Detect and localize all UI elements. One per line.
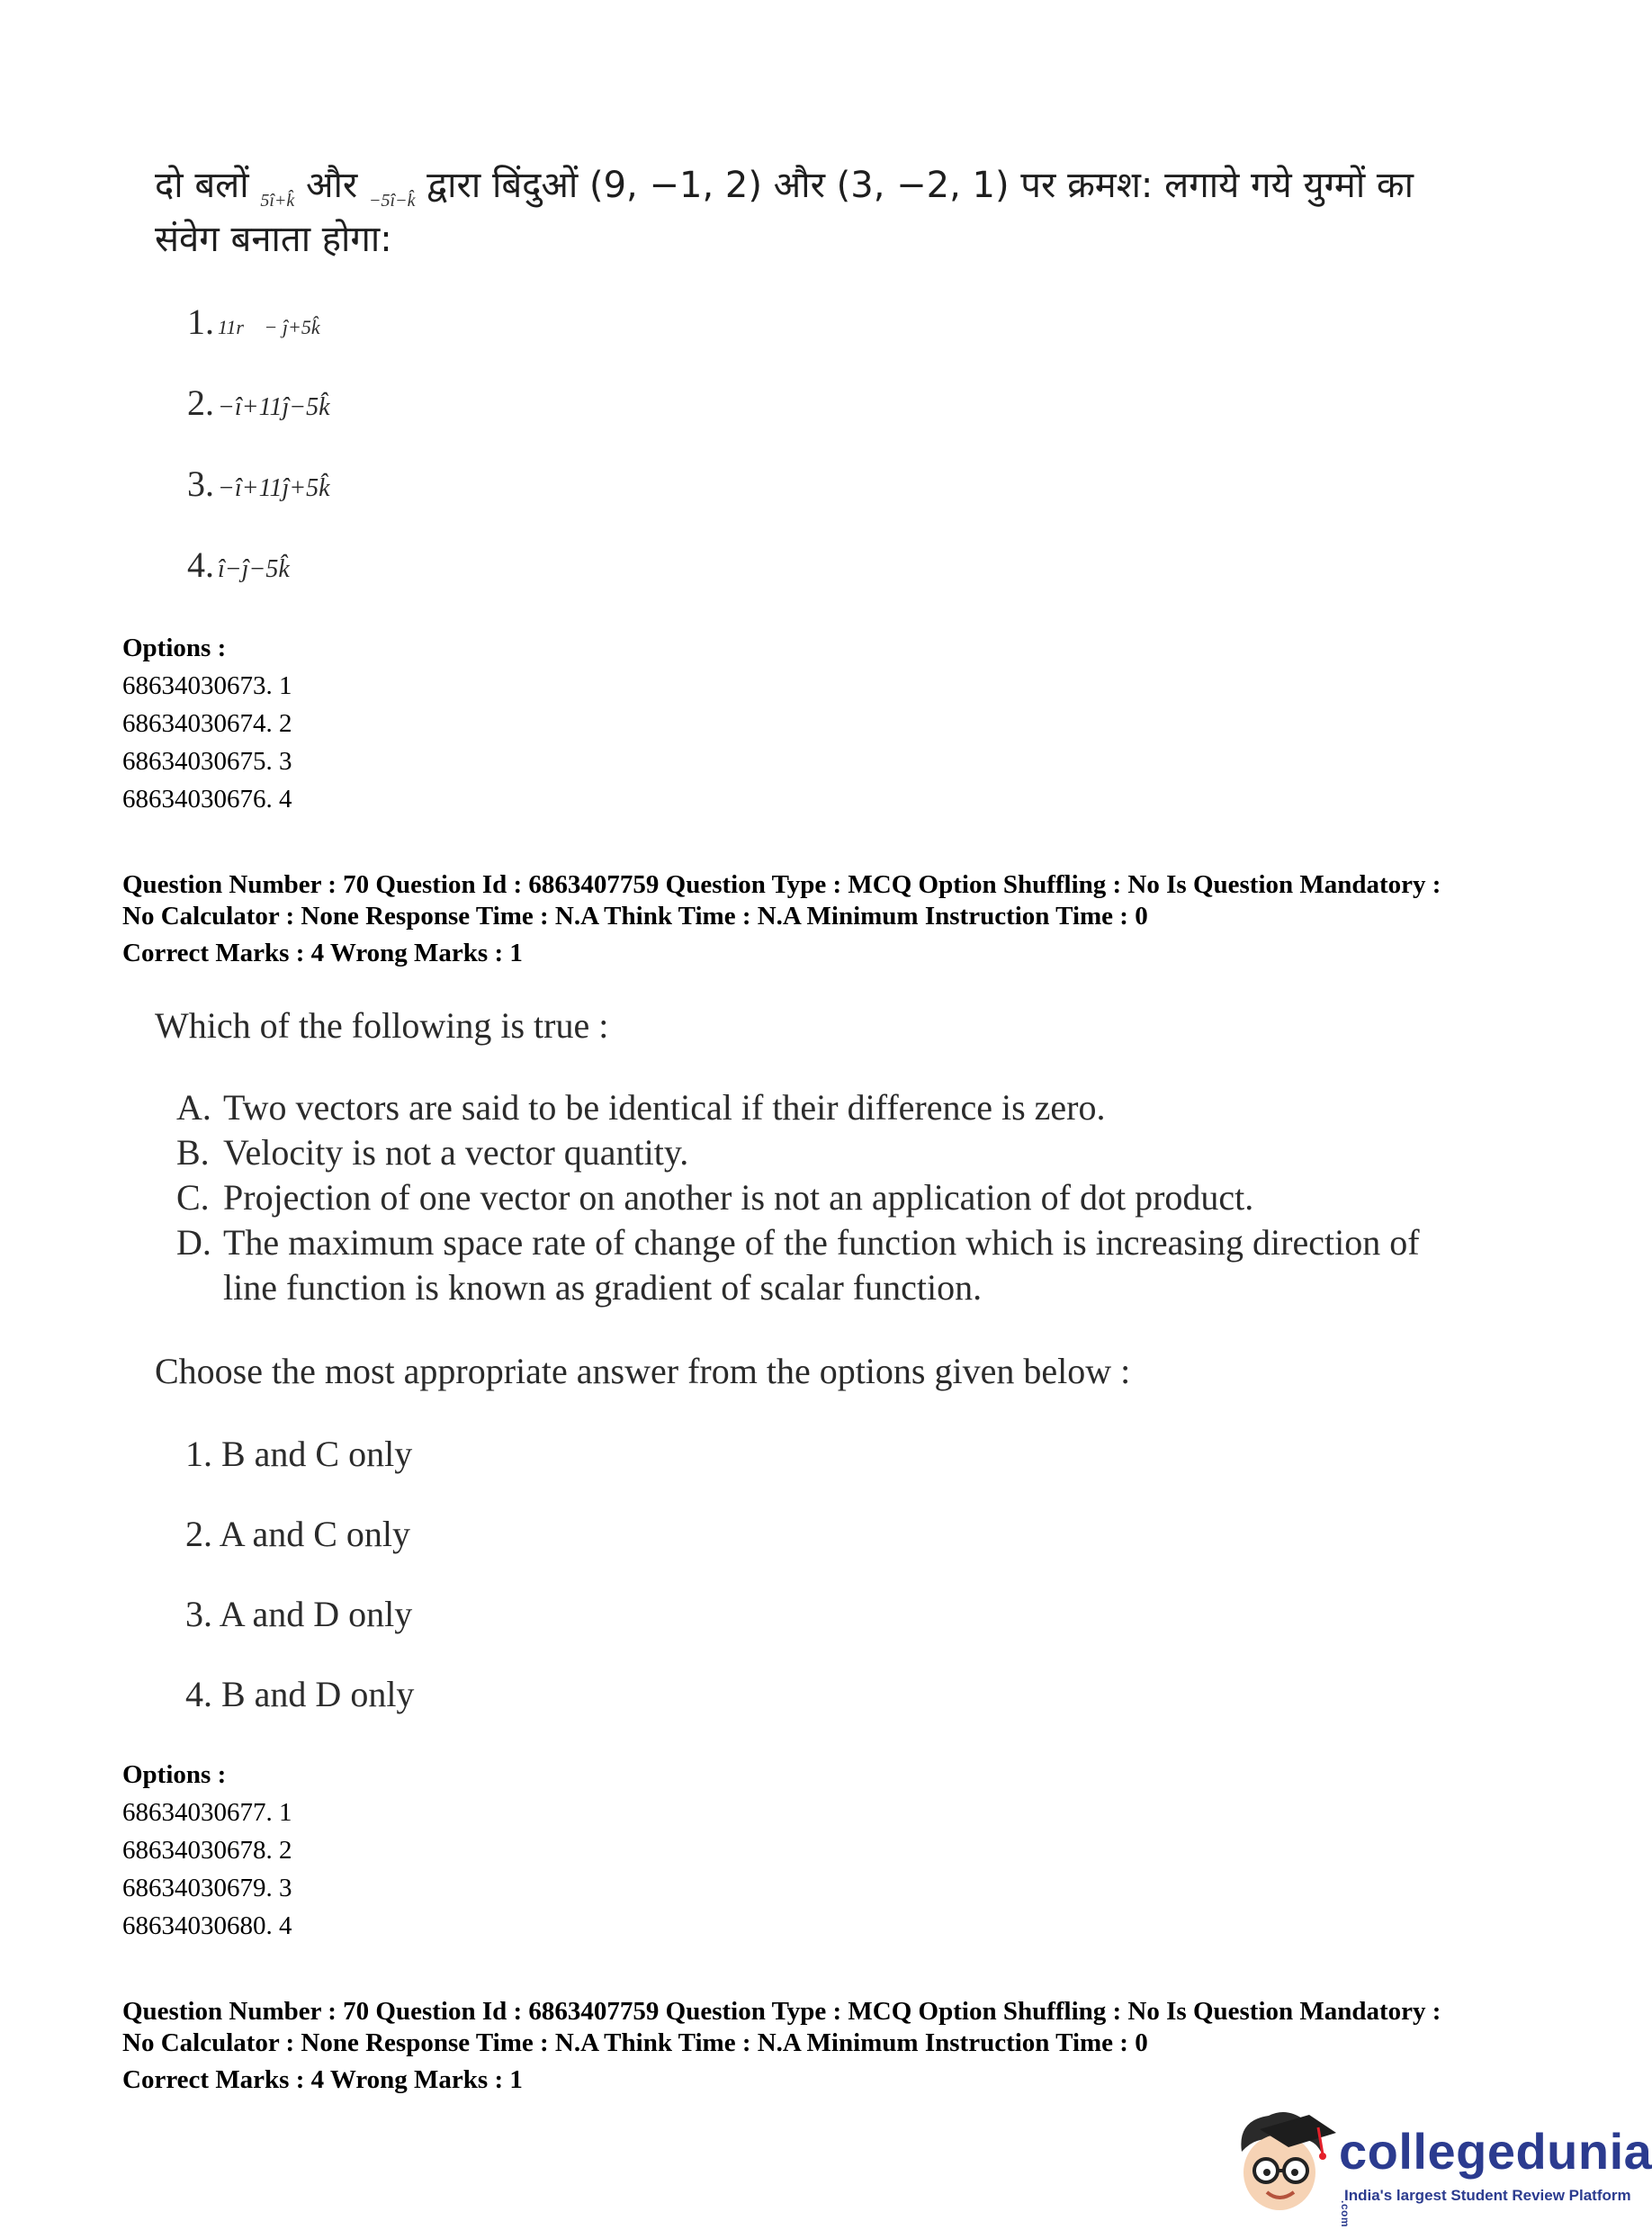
q1-option-2 <box>187 382 330 424</box>
q1-option-expr: 11r⃗ − ĵ+5k̂ <box>218 316 320 338</box>
statement-label: B. <box>176 1132 210 1173</box>
statement-label: D. <box>176 1222 211 1263</box>
q2-choice-3: 3. A and D only <box>185 1594 413 1634</box>
brand-suffix: .com <box>1339 2200 1351 2228</box>
statement-text: The maximum space rate of change of the function which is increasing direction of <box>223 1222 1420 1263</box>
q1-option-num: 3. <box>187 463 214 504</box>
q2-statement-d-cont <box>176 1265 1544 1310</box>
statement-text: Projection of one vector on another is not an application of dot product. <box>223 1177 1254 1218</box>
collegedunia-logo <box>1224 2102 1652 2228</box>
q1-option-expr: −î+11ĵ−5k̂ <box>218 393 330 421</box>
meta2-line2: No Calculator : None Response Time : N.A Think Time : N.A Minimum Instruction Time : 0 <box>122 2028 1148 2057</box>
mascot-icon <box>1224 2102 1341 2219</box>
statement-label: A. <box>176 1087 211 1128</box>
q1-option-num: 1. <box>187 301 214 342</box>
statement-text: line function is known as gradient of scalar function. <box>223 1267 983 1308</box>
q2-statement-c <box>176 1175 1544 1220</box>
question1-line1 <box>155 158 1414 211</box>
q2-option-id-1: 68634030677. 1 <box>122 1798 292 1827</box>
q2-option-id-3: 68634030679. 3 <box>122 1874 292 1902</box>
q2-prompt: Which of the following is true : <box>155 1005 609 1046</box>
q2-statement-a <box>176 1085 1544 1130</box>
q2-choose: Choose the most appropriate answer from the options given below : <box>155 1351 1131 1391</box>
statement-text: Two vectors are said to be identical if their difference is zero. <box>223 1087 1106 1128</box>
q2-option-id-2: 68634030678. 2 <box>122 1836 292 1865</box>
q2-statement-d <box>176 1220 1544 1265</box>
q1-option-id-3: 68634030675. 3 <box>122 747 292 776</box>
q2-option-id-4: 68634030680. 4 <box>122 1911 292 1940</box>
meta1-block <box>122 869 1598 969</box>
q1-option-id-4: 68634030676. 4 <box>122 785 292 814</box>
statement-label: C. <box>176 1177 210 1218</box>
meta2-line3: Correct Marks : 4 Wrong Marks : 1 <box>122 2065 523 2094</box>
q1-option-expr: −î+11ĵ+5k̂ <box>218 474 330 502</box>
q1-force1: 5î+k̂ <box>260 191 295 211</box>
brand-name <box>1339 2122 1652 2239</box>
q2-choice-2: 2. A and C only <box>185 1514 411 1554</box>
meta2-line1: Question Number : 70 Question Id : 6863407759 Question Type : MCQ Option Shuffling : No Is Question Mandatory : <box>122 1997 1441 2026</box>
brand-tagline: India's largest Student Review Platform <box>1344 2187 1631 2204</box>
q1-force2: −5î−k̂ <box>369 191 416 211</box>
q1-option-4 <box>187 544 290 586</box>
q1-text-part2: द्वारा बिंदुओं (9, −1, 2) और (3, −2, 1) पर क्रमश: लगाये गये युग्मों का <box>426 165 1414 206</box>
q2-statements <box>176 1085 1544 1310</box>
q1-option-expr: î−ĵ−5k̂ <box>218 555 290 583</box>
q2-options-heading: Options : <box>122 1760 227 1789</box>
q2-choice-4: 4. B and D only <box>185 1674 415 1714</box>
q1-option-id-1: 68634030673. 1 <box>122 671 292 700</box>
q1-option-num: 2. <box>187 382 214 423</box>
q1-text-and: और <box>306 165 358 206</box>
q2-choice-1: 1. B and C only <box>185 1434 413 1474</box>
q1-option-3 <box>187 463 330 505</box>
statement-text: Velocity is not a vector quantity. <box>223 1132 689 1173</box>
meta1-line2: No Calculator : None Response Time : N.A Think Time : N.A Minimum Instruction Time : 0 <box>122 902 1148 931</box>
q2-statement-b <box>176 1130 1544 1175</box>
question1-line2: संवेग बनाता होगा: <box>155 219 392 260</box>
q1-options-heading: Options : <box>122 634 227 662</box>
q1-option-1 <box>187 301 320 343</box>
q1-text-part1: दो बलों <box>155 165 249 206</box>
meta1-line3: Correct Marks : 4 Wrong Marks : 1 <box>122 939 523 967</box>
q1-option-num: 4. <box>187 544 214 585</box>
meta1-line1: Question Number : 70 Question Id : 6863407759 Question Type : MCQ Option Shuffling : No Is Question Mandatory : <box>122 870 1441 899</box>
brand-text: collegedunia <box>1339 2123 1652 2180</box>
meta2-block <box>122 1996 1598 2096</box>
q1-option-id-2: 68634030674. 2 <box>122 709 292 738</box>
